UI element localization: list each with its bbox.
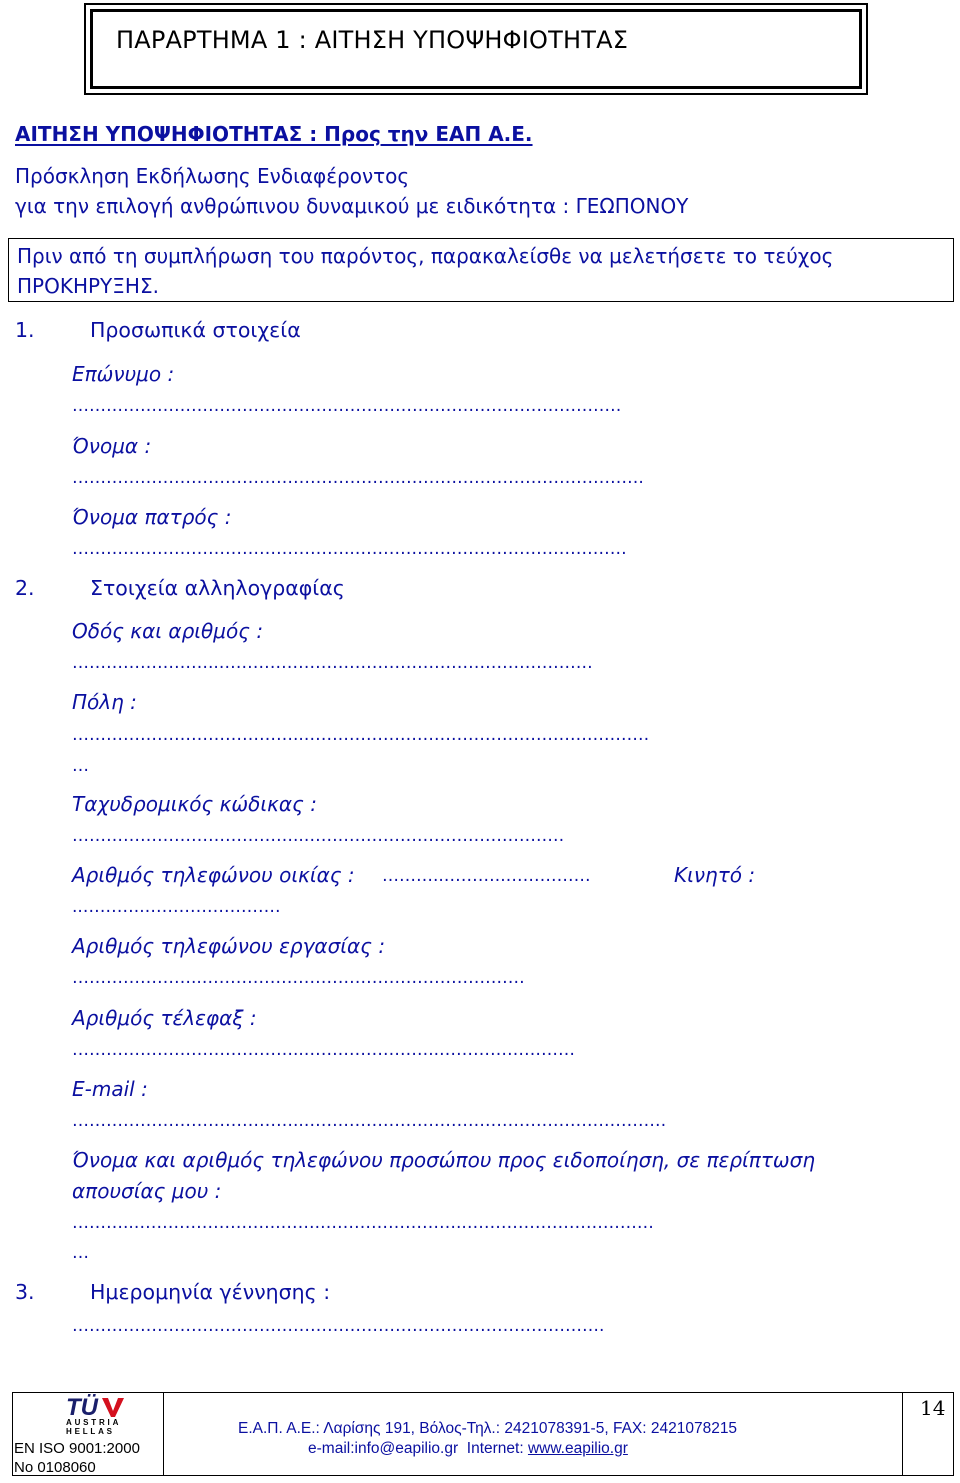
footer-contact-line: Ε.Α.Π. Α.Ε.: Λαρίσης 191, Βόλος-Τηλ.: 2421078391-5, FAX: 2421078215 <box>238 1420 738 1437</box>
date-of-birth-field[interactable]: …………………………………………………………………………………. <box>72 1316 605 1336</box>
email-label: E-mail : <box>72 1077 148 1101</box>
city-field-continued: … <box>72 756 89 776</box>
mobile-field[interactable]: ..………..…………………… <box>72 897 281 917</box>
work-phone-field[interactable]: …………………..………………………………………………… <box>72 968 525 988</box>
call-line-2: για την επιλογή ανθρώπινου δυναμικού με ειδικότητα : ΓΕΩΠΟΝΟΥ <box>15 194 689 218</box>
svg-text:TÜ: TÜ <box>66 1394 98 1419</box>
street-field[interactable]: ……………………..………………………………………………………… <box>72 653 593 673</box>
fax-label: Αριθμός τέλεφαξ : <box>72 1006 257 1030</box>
section-3-number: 3. <box>15 1280 35 1304</box>
notice-line-2: ΠΡΟΚΗΡΥΞΗΣ. <box>17 274 159 298</box>
certificate-number: No 0108060 <box>14 1459 96 1476</box>
section-1-number: 1. <box>15 318 35 342</box>
emergency-contact-field-continued: … <box>72 1243 89 1263</box>
emergency-contact-field[interactable]: ………..……………………..…….……………………..…………………………… <box>72 1213 654 1233</box>
emergency-contact-label-2: απουσίας μου : <box>72 1179 222 1203</box>
logo-subtitle-line-2: HELLAS <box>66 1427 115 1436</box>
page-title: ΠΑΡΑΡΤΗΜΑ 1 : ΑΙΤΗΣΗ ΥΠΟΨΗΦΙΟΤΗΤΑΣ <box>116 26 629 54</box>
tuv-logo-icon <box>64 1393 124 1419</box>
fax-field[interactable]: …………………………………..…….……………..…………………… <box>72 1040 576 1060</box>
emergency-contact-label-1: Όνομα και αριθμός τηλεφώνου προσώπου προς ειδοποίηση, σε περίπτωση <box>72 1148 815 1172</box>
logo-subtitle <box>66 1418 121 1436</box>
street-label: Οδός και αριθμός : <box>72 619 264 643</box>
name-label: Όνομα : <box>72 434 152 458</box>
iso-certification: EN ISO 9001:2000 <box>14 1440 140 1457</box>
footer-email-link[interactable]: e-mail:info@eapilio.gr <box>308 1440 459 1457</box>
father-name-field[interactable]: …………………………………………..………………………………………… <box>72 539 627 559</box>
section-1-title: Προσωπικά στοιχεία <box>90 318 301 342</box>
name-field[interactable]: ………………………………………………….……………………………………. <box>72 468 644 488</box>
city-field[interactable]: …………………………………..…….……………………………………………… <box>72 725 650 745</box>
section-2-number: 2. <box>15 576 35 600</box>
notice-box <box>8 238 954 302</box>
city-label: Πόλη : <box>72 690 137 714</box>
request-title: ΑΙΤΗΣΗ ΥΠΟΨΗΦΙΟΤΗΤΑΣ : Προς την ΕΑΠ Α.Ε. <box>15 122 533 146</box>
home-phone-label: Αριθμός τηλεφώνου οικίας : <box>72 863 355 887</box>
surname-label: Επώνυμο : <box>72 362 175 386</box>
call-line-1: Πρόσκληση Εκδήλωσης Ενδιαφέροντος <box>15 164 410 188</box>
mobile-label: Κινητό : <box>674 863 756 887</box>
father-name-label: Όνομα πατρός : <box>72 505 232 529</box>
email-field[interactable]: …………………………………..…….………………………………………………… <box>72 1111 667 1131</box>
section-2-title: Στοιχεία αλληλογραφίας <box>90 576 345 600</box>
footer-web-line <box>308 1440 628 1458</box>
section-3-title: Ημερομηνία γέννησης : <box>90 1280 331 1304</box>
notice-line-1: Πριν από τη συμπλήρωση του παρόντος, παρακαλείσθε να μελετήσετε το τεύχος <box>17 244 834 268</box>
surname-field[interactable]: ……………………………………………………….…………………………… <box>72 396 622 416</box>
footer-website-link[interactable]: www.eapilio.gr <box>527 1440 628 1457</box>
home-phone-field[interactable]: ………..………..…………… <box>382 866 591 886</box>
page-number: 14 <box>920 1396 946 1420</box>
footer-internet-label: Internet: <box>466 1440 524 1457</box>
logo-subtitle-line-1: AUSTRIA <box>66 1418 122 1427</box>
postal-code-field[interactable]: …………………………………..…….………………………………… <box>72 826 565 846</box>
postal-code-label: Ταχυδρομικός κώδικας : <box>72 792 317 816</box>
work-phone-label: Αριθμός τηλεφώνου εργασίας : <box>72 934 386 958</box>
